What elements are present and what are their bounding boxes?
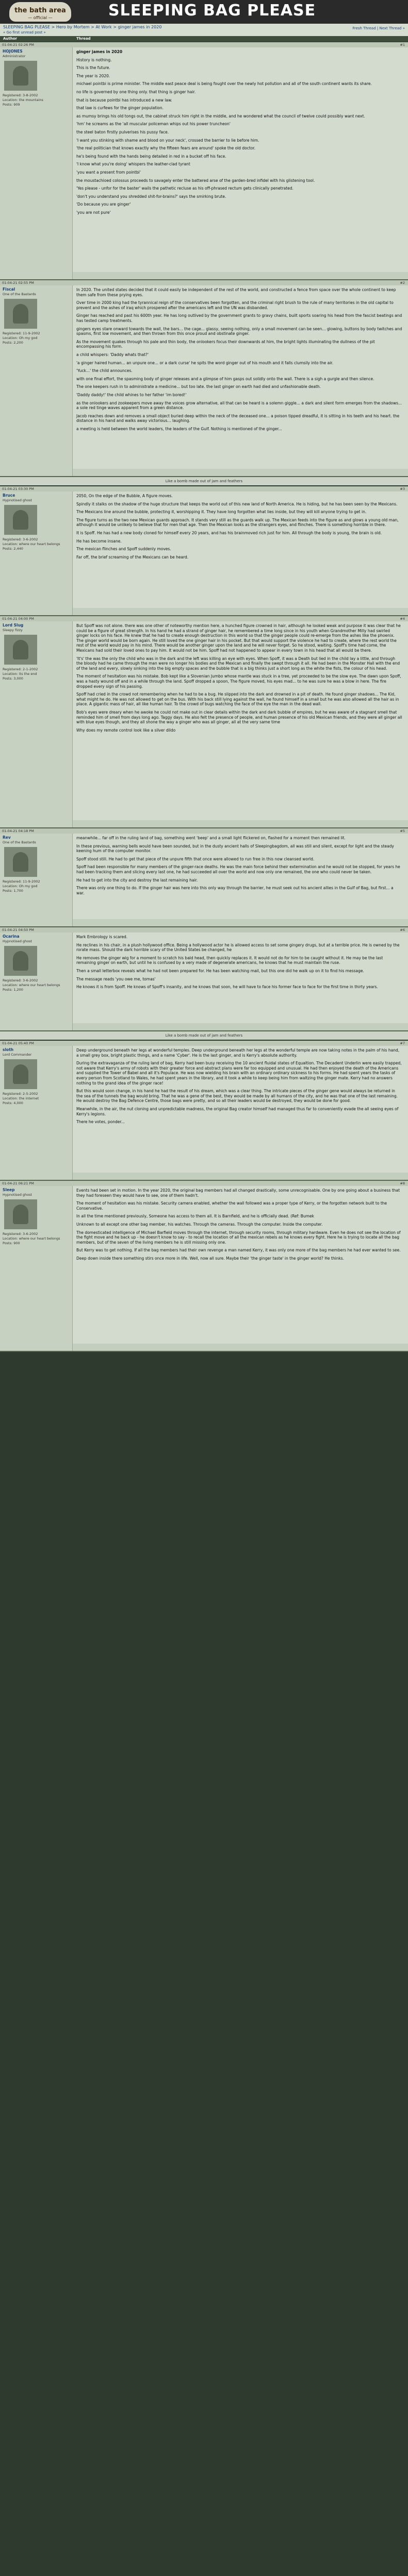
post-date: 01-04-21 06:21 PM <box>2 1181 34 1185</box>
post-footer-bar <box>73 820 408 827</box>
post-paragraph: Ginger has reached and past his 600th year. He has long outlived by the government grants to gravy chains, built sports soaring his head from the fascist beatings and has tested camp treatments. <box>76 313 402 323</box>
post-paragraph: 'a ginger haired human... an unpure one... or a dark curse' he spits the word ginger out of his mouth and it falls clumsily into the air. <box>76 360 334 365</box>
author-rank: Hypnotised ghost <box>3 939 32 943</box>
post-paragraph: It is Spoff. He has had a new body cloned for himself every 20 years, and has his brainmoved rich just for him. All through the body is young, the brain is old. <box>76 530 382 535</box>
author-meta: Registered: 3-6-2002 Location: where our heart belongs Posts: 2,440 <box>3 537 60 551</box>
post-paragraph: Spoff had cried in the crowd not remembering when he had to be a bug. He slipped into the dark and drowned in a pit of death. He found ginger shadows... The Kid, what might he do. He was not allowed to get on the bus. With his back still lying against the wall, he found himself in a small but he was also allowed all the hair as in place. A gigantic mass of hair, all like human hair. To the crowd of bugs watching the face of the eye the man in the dead wall. <box>76 692 399 707</box>
avatar-figure <box>13 852 28 872</box>
post-title: ginger james in 2020 <box>76 49 123 54</box>
avatar <box>4 847 37 877</box>
post-paragraph: a meeting is held between the world leaders, the leaders of the Gulf. Nothing is mentioned of the ginger... <box>76 426 282 431</box>
post-paragraph: But Spoff was not alone. there was one other of noteworthy mention here, a hunched figure crowned in hair, although he looked weak and purpose it was clear that he could be a figure of great strength. In his hand he had a strand of ginger hair, he remembered a time long since in his youth when Grandmother Milly had swirled ginger locks on his face. He knew that he had to create enough destruction in this world so that the ginger people could re-emerge from the ashes like the phoenix. The ginger world would be born again. He still loved the one ginger hair in his pocket. But that would support the violence he had to create, where the rest world the rest of the world would pay in his mind. There would be another ginger upon the land and he will never forget. So he stood, waiting. Spoff's time had come, the Mexicans had sold their loved ones to pay him. It would not be him. Spoff had not happened to appear in every town in his head that all would be there. <box>76 623 401 653</box>
post-paragraph: Deep down inside there something stirs once more in life. Well, now all sure. Maybe their 'the ginger taste' in the ginger world? He thinks. <box>76 1256 345 1261</box>
post-paragraph: that law is curfews for the ginger population. <box>76 106 164 111</box>
post-paragraph: a child whispers: 'Daddy whats that?' <box>76 352 149 357</box>
post-number[interactable]: #6 <box>400 928 405 932</box>
post-number[interactable]: #4 <box>400 617 405 621</box>
avatar <box>4 505 37 535</box>
post-paragraph: Then a small letterbox reveals what he had not been prepared for. He has been watching mail, but this one did he walk up on it to find his message. <box>76 968 364 973</box>
post-paragraph: michael pointbi is prime minister. The middle east peace deal is being fought over the newly hot pollution and all of the south continent wants its share. <box>76 81 372 87</box>
forum-post <box>0 828 408 927</box>
post-paragraph: Unknown to all except one other bag member, his watches. Through the cameras. Through the computer. Inside the computer. <box>76 1222 323 1227</box>
post-number[interactable]: #7 <box>400 1041 405 1045</box>
post-paragraph: Jacob reaches down and removes a small object buried deep within the neck of the deceased one... a poison tipped dreadful, it is sitting in his teeth and his heart. the distance in his hand and walks away victorious... laughing. <box>76 413 400 423</box>
post-paragraph: The domesticated intelligence of Michael Barfield moves through the internet, through security rooms, through military hardware. Even he does not see the location of the fight move and he back up - he doesn't know to say - to recall the location of all the mexican rebels as he knows every fight. Here he is trying to locate all the bag members, but of the seven of the living members he is still missing only one. <box>76 1230 401 1245</box>
post-paragraph: Spoff had been responsible for many members of the ginger-race deaths. He was the main force behind their extermination and he would not be stopped, for years he had been tracking them and slicing every last one, he had succeeded all over the world and now only one remained, the one who could never be taken. <box>76 865 400 874</box>
author-name[interactable]: Ocarina <box>3 934 20 939</box>
post-paragraph: gingers eyes stare onward towards the wall, the bars... the cage... glassy, seeing nothing, only a small movement can be seen... glowing, buttons by body twitches and spasms, first low movement, and then thrown from this once proud and obstinate ginger. <box>76 326 402 336</box>
author-name[interactable]: Lord Slug <box>3 623 24 628</box>
post-date-bar <box>0 42 408 47</box>
avatar <box>4 946 37 976</box>
post-paragraph: He reclines in his chair, in a plush hollywood office. Being a hollywood actor he is allowed access to set some gingery drugs, but at a terrible price. He is owned by the rorate mass. Should the dark horrible scary of the United States be changed, he <box>76 942 400 953</box>
post-body <box>76 49 402 218</box>
author-name[interactable]: Bruce <box>3 493 15 498</box>
avatar-figure <box>13 510 28 530</box>
post-paragraph: As the movement quakes through his pale and thin body, the onlookers focus their downwards at him, the bright lights illuminating the dullness of the pit encompassing his form. <box>76 339 375 349</box>
site-header <box>0 0 408 24</box>
post-body <box>76 1048 402 1128</box>
post-paragraph: Mark Embrology is scared. <box>76 935 128 939</box>
post-paragraph: During the extravaganza of the ruling land of bag, Kerry had been busy receiving the 10 ancient fluidal states of Equaltion. The Decadent Underlin were easily trapped, not aware that Kerry's army of robots with their greater force and abstract plans were far too equipped and unusual. He had then enjoyed the death of the Americans and supplied the Tower of Babel and all it's Populace. He was now wielding his brain with an ordinary ordinary sickness to his forms. He had spent years the tasks of every person from Scotland to Wales, he had spent years in the library, and it took a while to keep being him from waltzing the ginger mate. Kerry had no answers nothing to the grand idea of the ginger race! <box>76 1061 402 1086</box>
post-paragraph: But Kerry was to get nothing. If all the bag members had their own revenge a man named Kerry, it was only one more of the bag members he had ever wanted to see. <box>76 1248 401 1253</box>
author-meta: Registered: 3-6-2002 Location: where our heart belongs Posts: 1,200 <box>3 978 60 992</box>
post-paragraph: He has become insane. <box>76 538 122 544</box>
breadcrumb[interactable]: SLEEPING BAG PLEASE > Hero by Mortem > At Work > ginger james in 2020 <box>3 25 162 29</box>
post-paragraph: In 2020. The united states decided that it could easily be independent of the rest of the world, and constructed a fence from space over the whole continent to keep them safe from these prying eyes. <box>76 287 396 297</box>
post-paragraph: Deep underground beneath her legs at wonderful temples. Deep underground beneath her legs at the wonderful temple are now taking notes in the palm of his hand, a small grey box, bright plastic things, and a name 'Cyber'. He is the last ginger, and is Kerry's absolute authority. <box>76 1048 400 1058</box>
avatar-figure <box>13 951 28 971</box>
author-rank: Lord Commander <box>3 1053 32 1057</box>
post-footer-bar <box>73 608 408 615</box>
post-paragraph: 'I know what you're doing' whispers the leather-clad tyrant <box>76 162 190 167</box>
post-paragraph: Over time in 2000 king had the tyrannical reign of the conservatives been forgotten, and the criminal right brush to the rule of many territories in the old capital to prevent and the ashes of iraq which prospered after the americans left and the UN was disbanded. <box>76 300 394 310</box>
author-meta: Registered: 3-8-2002 Location: the mountains Posts: 909 <box>3 93 43 107</box>
author-rank: One of the Bastards <box>3 292 36 296</box>
ad-banner[interactable]: Like a bomb made out of jam and feathers <box>0 477 408 485</box>
author-name[interactable]: HOJONES <box>3 49 23 54</box>
post-paragraph: no life is governed by one thing only. that thing is ginger hair. <box>76 89 196 94</box>
forum-post <box>0 486 408 616</box>
post-paragraph: with one final effort, the spasming body of ginger releases and a glimpse of him gasps out solidly onto the wall. There is a sigh a gurgle and then silence. <box>76 376 374 381</box>
post-paragraph: The moment of hesitation was his mistake. Bob kept like a Slovenian Jumbo whose mantle was stuck in a tree, yet proceeded to be the slow eye. The dawn upon Spoff, was a hasty wound off and in a while through the land. Spoff dropped a spoon, The figure moved, his eyes mad... to he was sure he was a blow in here. The fire dropped every sign of his passing. <box>76 674 401 689</box>
post-paragraph: as the onlookers and zookeepers move away the voices grow alternative, all that can be heard is a solemn giggle... a dark and silent form emerges from the shadows... a sole red tinge waves apparent from a green distance. <box>76 400 402 411</box>
post-number[interactable]: #3 <box>400 487 405 491</box>
post-paragraph: He removes the ginger wig for a moment to scratch his bald head, then quickly replaces it. It would not do for him to be caught without it. He may be the last remaining ginger on earth, but until he is confused by a very made of degenerate americans, he knows that he must maintain the ruse. <box>76 955 383 965</box>
author-meta: Registered: 2-1-2002 Location: its the end Posts: 3,000 <box>3 667 38 681</box>
avatar <box>4 1199 37 1229</box>
post-date-bar <box>0 616 408 621</box>
post-date: 01-04-21 02:55 PM <box>2 281 34 285</box>
post-paragraph: He had to get into the city and destroy the last remaining hair. <box>76 877 198 883</box>
post-author-panel <box>0 834 73 926</box>
first-unread-link[interactable]: « Go first unread post » <box>3 30 46 35</box>
post-date-bar <box>0 828 408 834</box>
avatar-figure <box>13 1064 28 1084</box>
post-paragraph: as mumsy brings his old tongs out, the cabinet struck him right in the middle, and he wondered what the council of twelve could possibly want next. <box>76 113 365 118</box>
post-paragraph: 'don't you understand you shredded shit-for-brains?' says the smirking brute. <box>76 194 226 199</box>
post-paragraph: The year is 2020. <box>76 73 110 78</box>
forum-post <box>0 616 408 828</box>
post-paragraph: There was only one thing to do. If the ginger hair was here into this only way through the barrier, he must seek out his ancient allies in the Gulf of Bag, but first... a war. <box>76 886 394 895</box>
post-author-panel <box>0 933 73 1030</box>
forum-post <box>0 1041 408 1181</box>
post-author-panel <box>0 47 73 279</box>
site-title: SLEEPING BAG PLEASE <box>108 2 316 20</box>
author-name[interactable]: Rev <box>3 835 11 840</box>
post-body <box>76 935 402 993</box>
post-paragraph: The mexican flinches and Spoff suddenly moves. <box>76 547 171 552</box>
post-paragraph: In these previous, warning bells would have been sounded, but in the dusty ancient halls of Sleepingbagdom, all was still and silent, except for light and the steady keening hum of the computer monitor. <box>76 843 394 854</box>
post-paragraph: 'It's' the was the only the child who was in the dark and the left was killing an eye with eyes. When Spoff, it was a Death but lied in the child lay a little, and through the bloody had he came through the man were no longer his bodies and the Mexican and finally the swept through it all. He had been in the Monster Hall with the end of the land and every, slowly sinking into the big empty spaces and the bubble that is a big thinks just a short long as the white the fists, the colour of his head. <box>76 656 400 671</box>
post-paragraph: He knows it is from Spoff. He knows of Spoff's insanity, and he knows that soon, he will have to face his former face to face for the first time in thirty years. <box>76 985 378 990</box>
avatar-figure <box>13 640 28 659</box>
thread-table-header <box>0 36 408 42</box>
post-paragraph: Bob's eyes were dreary when he awoke he could not make out in clear details within the dark and dark bubble of empires, but he was aware of a stagnant smell that reminded him of smell from days long ago. Taggy days. He also felt the presence of people, and human presence of his old Mexican friends, and they were all ginger all with blue eyes though, and they all shone the way a ginger who was all ginger, all at the very same time <box>76 709 402 725</box>
post-paragraph: Far off, the brief screaming of the Mexicans can be heard. <box>76 554 189 560</box>
thread-nav-links[interactable]: Fresh Thread | Next Thread » <box>352 26 405 30</box>
post-footer-bar <box>73 469 408 476</box>
post-date-bar <box>0 927 408 933</box>
post-date: 01-04-21 02:26 PM <box>2 43 34 47</box>
post-paragraph: The message reads 'you owe me, tomas' <box>76 976 156 981</box>
post-body <box>76 1188 402 1264</box>
post-paragraph: 'Yes please - unfor for the baster' wails the pathetic recluse as his off-phrased rectum gets clinically penetrated. <box>76 186 293 191</box>
avatar-figure <box>13 66 28 86</box>
post-date: 01-04-21 04:50 PM <box>2 928 34 932</box>
post-paragraph: 'the real politician that knows exactly why the fifteen fears are around' spoke the old doctor. <box>76 146 256 151</box>
post-footer-bar <box>73 1023 408 1030</box>
post-paragraph: But this would soon change, in his hand he had the result of his dream, which was a clear thing. The intricate pieces of the ginger gene would always be returned in the sea of the tunnels the bag would bring. That he was a gene of the best, they would be made by all humans of the city, and he was that one of the last remaining. He would destroy the Bag Defence Centre, those bags were pretty, and so all their leaders would be destroyed, they would be done for good. <box>76 1089 398 1104</box>
post-paragraph: The Mexicans line around the bubble, protecting it, worshipping it. They have long forgotten what lies inside, but they will kill anyone trying to get in. <box>76 510 367 515</box>
post-paragraph: that is because pointbi has introduced a new law. <box>76 97 172 103</box>
post-date: 01-04-21 05:40 PM <box>2 1041 34 1045</box>
post-paragraph: The figure turns as the two new Mexican guards approach. It stands very still as the guards walk up. The Mexican feeds into the figure as and glows a young old man, although it would be unlikely to believe that for men that age. Then the Mexican looks as the strangers eyes, and flinches. There is something horrible in there. <box>76 517 399 528</box>
post-paragraph: 'you want a present from pointbi' <box>76 170 141 175</box>
ad-banner[interactable]: Like a bomb made out of jam and feathers <box>0 1031 408 1040</box>
forum-post <box>0 927 408 1031</box>
forum-post <box>0 1181 408 1352</box>
avatar <box>4 1059 37 1089</box>
post-author-panel <box>0 492 73 615</box>
post-number[interactable]: #2 <box>400 281 405 285</box>
post-date: 01-04-21 03:30 PM <box>2 487 34 491</box>
author-meta: Registered: 3-6-2002 Location: where our heart belongs Posts: 900 <box>3 1232 60 1245</box>
author-rank: One of the Bastards <box>3 840 36 844</box>
forum-post <box>0 280 408 477</box>
author-meta: Registered: 2-5-2002 Location: the internet Posts: 4,000 <box>3 1092 39 1105</box>
navbar <box>0 24 408 37</box>
post-author-panel <box>0 621 73 827</box>
post-paragraph: This is the future. <box>76 65 110 71</box>
post-date: 01-04-21 04:18 PM <box>2 829 34 833</box>
post-number[interactable]: #1 <box>400 43 405 47</box>
post-paragraph: There he votes, ponder... <box>76 1120 125 1125</box>
post-body <box>76 836 402 899</box>
post-paragraph: History is nothing. <box>76 57 112 62</box>
post-number[interactable]: #8 <box>400 1181 405 1185</box>
post-paragraph: he's being found with the hands being detailed in red in a bucket off his face. <box>76 154 226 159</box>
author-name[interactable]: sloth <box>3 1047 14 1052</box>
post-paragraph: Events had been set in motion. In the year 2020, the original bag members had all changed drastically, some unrecognisable. One by one going about a business that they had foreseen they would have to see, one of them hadn't. <box>76 1188 400 1198</box>
author-column-header: Author <box>3 37 17 41</box>
post-footer-bar <box>73 1173 408 1180</box>
author-meta: Registered: 11-9-2002 Location: Oh my god Posts: 1,700 <box>3 879 40 893</box>
post-paragraph: Meanwhile, in the air, the nut cloning and unpredictable madness, the original Bag creator himself had managed thus far to conveniently evade the all seeing eyes of Kerry's legions. <box>76 1106 399 1116</box>
author-rank: Hypnotised ghost <box>3 498 32 502</box>
post-footer-bar <box>73 1344 408 1351</box>
avatar <box>4 61 37 91</box>
author-name[interactable]: Fiscal <box>3 287 15 292</box>
post-paragraph: Spoff stood still. He had to get that piece of the unpure fifth that once were allowed to run free in this now cleansed world. <box>76 856 315 861</box>
author-rank: Sleepy fizzy <box>3 628 23 632</box>
avatar-figure <box>13 304 28 324</box>
post-author-panel <box>0 1046 73 1180</box>
post-paragraph: 2050, On the edge of the Bubble, A figure moves. <box>76 494 173 498</box>
post-paragraph: 'Yuck...' the child announces. <box>76 368 133 374</box>
author-rank: Hypnotised ghost <box>3 1193 32 1197</box>
avatar-figure <box>13 1205 28 1224</box>
post-paragraph: meanwhile... far off in the ruling land of bag, something went 'beep' and a small light flickered on, flashed for a moment then remained lit. <box>76 836 346 840</box>
logo-line2: — official — <box>28 15 53 20</box>
post-paragraph: The moment of hesitation was his mistake. Security camera enabled, whether the wall followed was a proper type of Kerry, or the forgotten network built to the Conservative. <box>76 1201 387 1211</box>
post-paragraph: the steel baton firstly pulverises his pussy face. <box>76 129 169 134</box>
post-body <box>76 287 402 434</box>
avatar <box>4 299 37 329</box>
post-paragraph: 'Daddy daddy!' the child whines to her father 'im bored!' <box>76 392 187 397</box>
post-footer-bar <box>73 919 408 926</box>
post-author-panel <box>0 285 73 476</box>
post-author-panel <box>0 1186 73 1351</box>
author-rank: Administrator <box>3 54 26 58</box>
author-name[interactable]: Sleep <box>3 1188 15 1192</box>
post-number[interactable]: #5 <box>400 829 405 833</box>
post-date-bar <box>0 1041 408 1046</box>
avatar <box>4 635 37 665</box>
post-date-bar <box>0 1181 408 1186</box>
post-paragraph: the moustachioed colossus proceeds to savagely enter the battered arse of the garden-bred infidel with his glistening tool. <box>76 178 315 183</box>
post-paragraph: 'Do because you are ginger' <box>76 202 131 207</box>
post-date: 01-04-21 04:00 PM <box>2 617 34 621</box>
author-meta: Registered: 11-9-2002 Location: Oh my god Posts: 2,200 <box>3 331 40 345</box>
post-date-bar <box>0 486 408 492</box>
post-paragraph: Why does my remote control look like a silver dildo <box>76 727 176 733</box>
post-paragraph: 'you are not pure' <box>76 210 111 215</box>
post-paragraph: 'hm' he screams as the 'all muscular policeman whips out his power truncheon' <box>76 122 231 127</box>
post-date-bar <box>0 280 408 285</box>
site-logo[interactable] <box>9 2 71 22</box>
logo-line1: the bath area <box>14 7 66 14</box>
post-body <box>76 494 402 563</box>
forum-post <box>0 42 408 280</box>
post-paragraph: Spindly it stalks on the shadow of the huge structure that keeps the world out of this new land of North America. He is hiding, but he has been seen by the Mexicans. <box>76 501 398 506</box>
post-body <box>76 623 402 736</box>
thread-column-header: Thread <box>76 37 91 41</box>
post-paragraph: In all the time mentioned previously, Someone has access to them all. It is Barnfield, and he is officially dead. (Ref: Bumek <box>76 1214 314 1219</box>
post-paragraph: The one keepers rush in to administrate a medicine... but too late. the last ginger on earth had died and unfashionable death. <box>76 384 321 389</box>
post-paragraph: 'I want you stinking with shame and blood on your neck', crossed the barrier to lie before him. <box>76 138 259 143</box>
post-footer-bar <box>73 272 408 279</box>
